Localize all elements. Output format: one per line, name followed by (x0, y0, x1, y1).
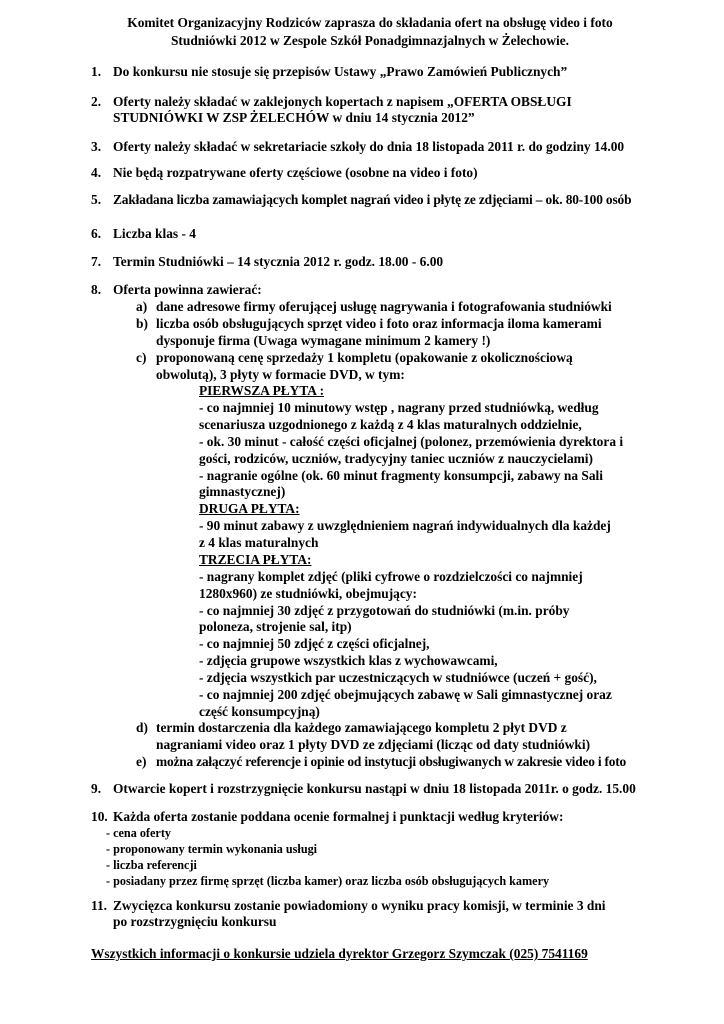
subitem-text: dysponuje firma (Uwaga wymagane minimum 2 kamery !) (156, 333, 491, 348)
item-text: Zakładana liczba zamawiających komplet nagrań video i płytę ze zdjęciami – ok. 80-100 osób (113, 192, 632, 207)
item-number: 6. (91, 226, 102, 241)
item-number: 9. (91, 781, 102, 796)
item-number: 10. (91, 809, 108, 824)
item-number: 4. (91, 165, 102, 180)
item-text: Liczba klas - 4 (113, 226, 196, 241)
disc-line: scenariusza uzgodnionego z każdą z 4 klas maturalnych oddzielnie, (199, 417, 582, 432)
subitem-label: c) (136, 350, 147, 365)
subitem-text: proponowaną cenę sprzedaży 1 kompletu (opakowanie z okolicznościową (156, 350, 573, 365)
disc-line: - zdjęcia wszystkich par uczestniczących w studniówce (uczeń + gość), (199, 670, 597, 685)
item-number: 8. (91, 282, 102, 297)
disc-line: - co najmniej 30 zdjęć z przygotowań do studniówki (m.in. próby (199, 603, 570, 618)
disc-line: - nagranie ogólne (ok. 60 minut fragmenty konsumpcji, zabawy na Sali (199, 468, 603, 483)
item-text: Oferta powinna zawierać: (113, 282, 262, 297)
item-number: 11. (91, 898, 107, 913)
subitem-text: obwolutą), 3 płyty w formacie DVD, w tym: (156, 367, 405, 382)
subitem-label: a) (136, 299, 148, 314)
item-number: 5. (91, 192, 102, 207)
disc-line: 1280x960) ze studniówki, obejmujący: (199, 586, 417, 601)
criterion-line: - posiadany przez firmę sprzęt (liczba kamer) oraz liczba osób obsługujących kamery (106, 874, 550, 888)
disc-heading-second: DRUGA PŁYTA: (199, 501, 300, 516)
item-number: 2. (91, 94, 102, 109)
disc-line: - zdjęcia grupowe wszystkich klas z wychowawcami, (199, 653, 498, 668)
criterion-line: - cena oferty (106, 826, 171, 840)
disc-line: - nagrany komplet zdjęć (pliki cyfrowe o rozdzielczości co najmniej (199, 569, 583, 584)
heading-line-2: Studniówki 2012 w Zespole Szkół Ponadgimnazjalnych w Żelechowie. (170, 33, 570, 48)
item-text: Termin Studniówki – 14 stycznia 2012 r. godz. 18.00 - 6.00 (113, 254, 444, 269)
item-number: 3. (91, 139, 102, 154)
item-text: Nie będą rozpatrywane oferty częściowe (osobne na video i foto) (113, 165, 478, 180)
disc-line: część konsumpcyjną) (199, 704, 320, 719)
item-text: Zwycięzca konkursu zostanie powiadomiony o wyniku pracy komisji, w terminie 3 dni (113, 898, 606, 913)
disc-line: gimnastycznej) (199, 484, 286, 499)
disc-line: - ok. 30 minut - całość części oficjalnej (polonez, przemówienia dyrektora i (199, 434, 624, 449)
disc-line: z 4 klas maturalnych (199, 535, 319, 550)
disc-line: poloneza, strojenie sal, itp) (199, 619, 352, 634)
item-text: Oferty należy składać w zaklejonych kopertach z napisem „OFERTA OBSŁUGI (113, 94, 572, 109)
item-text: Każda oferta zostanie poddana ocenie formalnej i punktacji według kryteriów: (113, 809, 564, 824)
criterion-line: - liczba referencji (106, 858, 197, 872)
subitem-label: d) (136, 720, 148, 735)
disc-heading-first: PIERWSZA PŁYTA : (199, 383, 325, 398)
criterion-line: - proponowany termin wykonania usługi (106, 842, 318, 856)
disc-line: - co najmniej 50 zdjęć z części oficjalnej, (199, 636, 430, 651)
item-number: 1. (91, 64, 102, 79)
contact-footer: Wszystkich informacji o konkursie udziela dyrektor Grzegorz Szymczak (025) 7541169 (91, 946, 588, 961)
subitem-text: dane adresowe firmy oferującej usługę nagrywania i fotografowania studniówki (156, 299, 612, 314)
disc-line: - co najmniej 10 minutowy wstęp , nagrany przed studniówką, według (199, 400, 599, 415)
heading-line-1: Komitet Organizacyjny Rodziców zaprasza do składania ofert na obsługę video i foto (127, 15, 613, 30)
subitem-text: nagraniami video oraz 1 płyty DVD ze zdjęciami (licząc od daty studniówki) (156, 737, 591, 752)
subitem-label: e) (136, 754, 147, 769)
item-text: Oferty należy składać w sekretariacie szkoły do dnia 18 listopada 2011 r. do godziny 14.00 (113, 139, 625, 154)
item-text: Do konkursu nie stosuje się przepisów Ustawy „Prawo Zamówień Publicznych” (113, 64, 568, 79)
document-heading (60, 14, 680, 50)
disc-line: - co najmniej 200 zdjęć obejmujących zabawę w Sali gimnastycznej oraz (199, 687, 612, 702)
disc-line: gości, rodziców, uczniów, tradycyjny taniec uczniów z nauczycielami) (199, 451, 593, 466)
disc-heading-third: TRZECIA PŁYTA: (199, 552, 312, 567)
item-text: STUDNIÓWKI W ZSP ŻELECHÓW w dniu 14 stycznia 2012” (113, 110, 475, 125)
subitem-label: b) (136, 316, 148, 331)
subitem-text: liczba osób obsługujących sprzęt video i foto oraz informacja iloma kamerami (156, 316, 602, 331)
item-number: 7. (91, 254, 102, 269)
subitem-text: termin dostarczenia dla każdego zamawiającego kompletu 2 płyt DVD z (156, 720, 567, 735)
item-text: Otwarcie kopert i rozstrzygnięcie konkursu nastąpi w dniu 18 listopada 2011r. o godz. 15.00 (113, 781, 636, 796)
disc-line: - 90 minut zabawy z uwzględnieniem nagrań indywidualnych dla każdej (199, 518, 611, 533)
item-text: po rozstrzygnięciu konkursu (113, 914, 277, 929)
subitem-text: można załączyć referencje i opinie od instytucji obsługiwanych w zakresie video i foto (156, 754, 627, 769)
